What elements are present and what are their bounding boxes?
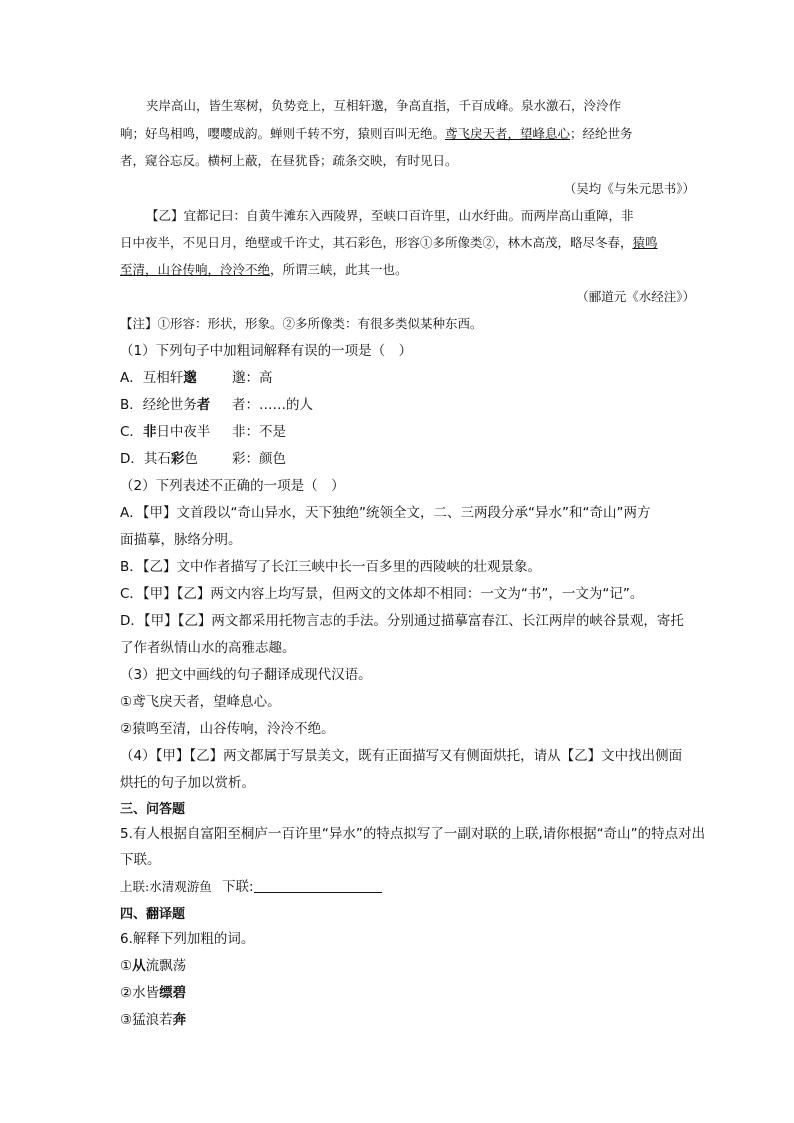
annotation-note: 【注】①形容：形状，形象。②多所像类：有很多类似某种东西。 <box>120 316 483 331</box>
question-2-option-b: B．【乙】文中作者描写了长江三峡中长一百多里的西陵峡的壮观景象。 <box>120 559 542 575</box>
question-1-option-d: D．其石彩色 彩：颜色 <box>120 451 286 467</box>
question-5-line2: 下联。 <box>120 852 161 868</box>
section-3-title: 三、问答题 <box>120 802 186 817</box>
question-1-option-c: C．非日中夜半 非：不是 <box>120 424 286 440</box>
couplet-line <box>120 873 695 902</box>
question-6-item-2: ②水皆缥碧 <box>120 985 187 1001</box>
couplet-answer-blank[interactable] <box>254 878 382 893</box>
question-6-item-3: ③猛浪若奔 <box>120 1012 187 1028</box>
question-3-sentence-1: ①鸢飞戾天者，望峰息心。 <box>120 694 281 710</box>
passage-b-source: （郦道元《水经注》） <box>576 289 695 304</box>
passage-b-line1: 【乙】宜都记曰：自黄牛滩东入西陵界，至峡口百许里，山水纡曲。而两岸高山重障，非 <box>146 208 634 223</box>
passage-a-line1: 夹岸高山，皆生寒树，负势竞上，互相轩邈，争高直指，千百成峰。泉水激石，泠泠作 <box>146 98 622 113</box>
passage-b-line2: 日中夜半，不见日月，绝壁或千许丈，其石彩色，形容①多所像类②，林木高茂，略尽冬春，猿鸣 <box>120 235 658 250</box>
passage-a-line2: 响；好鸟相鸣，嘤嘤成韵。蝉则千转不穷，猿则百叫无绝。鸢飞戾天者，望峰息心；经纶世务 <box>120 126 633 141</box>
question-3-stem: （3）把文中画线的句子翻译成现代汉语。 <box>120 667 372 683</box>
question-6-stem: 6.解释下列加粗的词。 <box>120 931 255 947</box>
passage-a-line3: 者，窥谷忘反。横柯上蔽，在昼犹昏；疏条交映，有时见日。 <box>120 153 458 168</box>
question-2-option-d-line1: D．【甲】【乙】两文都采用托物言志的手法。分别通过描摹富春江、长江两岸的峡谷景观，寄托 <box>120 613 684 629</box>
couplet-lower-label: 下联: <box>222 879 254 895</box>
question-6-item-1: ①从流飘荡 <box>120 958 187 974</box>
question-4-line1: （4）【甲】【乙】两文都属于写景美文，既有正面描写又有侧面烘托，请从【乙】文中找出侧面 <box>120 748 683 764</box>
question-2-option-d-line2: 了作者纵情山水的高雅志趣。 <box>120 640 296 656</box>
question-1-option-b: B．经纶世务者 者：……的人 <box>120 397 313 413</box>
question-2-option-a-line1: A．【甲】文首段以“奇山异水，天下独绝”统领全文，二、三两段分承“异水”和“奇山”两方 <box>120 505 651 521</box>
question-5-line1: 5.有人根据自富阳至桐庐一百许里“异水”的特点拟写了一副对联的上联,请你根据“奇山”的特点对出 <box>120 826 706 842</box>
question-1-option-a: A．互相轩邈 邈：高 <box>120 370 273 386</box>
question-4-line2: 烘托的句子加以赏析。 <box>120 775 255 791</box>
passage-a-source: （吴均《与朱元思书》） <box>563 181 695 196</box>
question-3-sentence-2: ②猿鸣至清，山谷传响，泠泠不绝。 <box>120 721 335 737</box>
passage-b-line3: 至清，山谷传响，泠泠不绝，所谓三峡，此其一也。 <box>120 262 408 277</box>
question-2-stem: （2）下列表述不正确的一项是（ ） <box>120 478 345 494</box>
question-2-option-c: C．【甲】【乙】两文内容上均写景，但两文的文体却不相同：一文为“书”，一文为“记”。 <box>120 586 644 602</box>
underlined-sentence-b-start: 猿鸣 <box>632 235 658 250</box>
question-2-option-a-line2: 面描摹，脉络分明。 <box>120 532 242 548</box>
underlined-sentence-a: 鸢飞戾天者，望峰息心 <box>445 126 571 141</box>
couplet-upper: 上联:水清观游鱼 <box>120 879 212 894</box>
underlined-sentence-b-end: 至清，山谷传响，泠泠不绝 <box>120 262 271 277</box>
question-1-stem: （1）下列句子中加粗词解释有误的一项是（ ） <box>120 343 413 359</box>
section-4-title: 四、翻译题 <box>120 907 186 922</box>
